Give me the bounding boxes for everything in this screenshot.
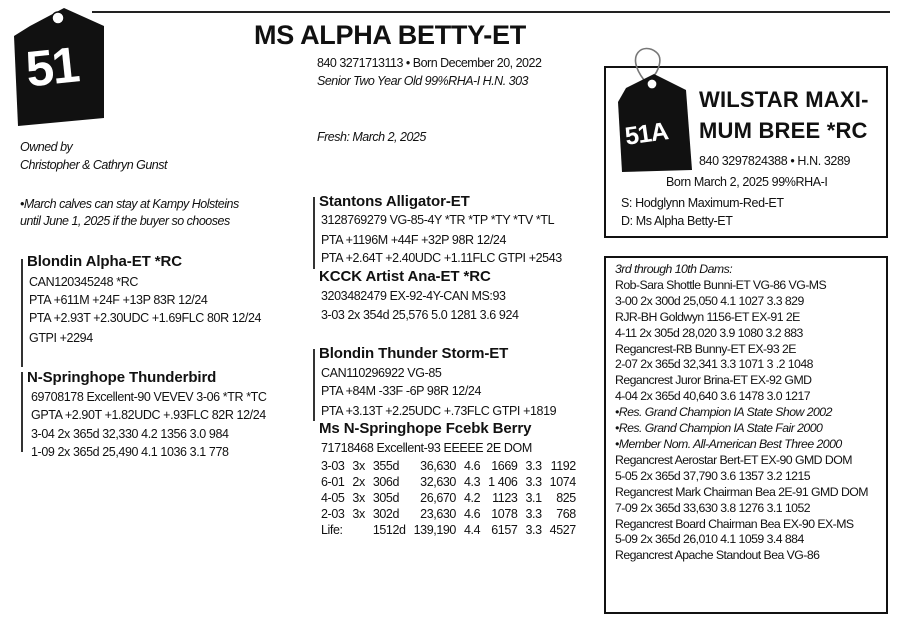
- dam-record-row: [321, 490, 584, 506]
- dam-line: 5-05 2x 365d 37,790 3.6 1357 3.2 1215: [615, 468, 811, 483]
- dam-record-cell: 1078: [491, 507, 518, 521]
- dam-record-cell: 1074: [549, 475, 576, 489]
- calf-born-line: Born March 2, 2025 99%RHA-I: [666, 175, 828, 189]
- dam-record-cell: 1 406: [488, 475, 518, 489]
- calf-tag: [614, 44, 700, 178]
- sd-line: 3203482479 EX-92-4Y-CAN MS:93: [321, 289, 506, 303]
- ss-line: PTA +2.64T +2.40UDC +1.11FLC GTPI +2543: [321, 251, 562, 265]
- dam-record-cell: 1123: [492, 491, 518, 505]
- dam-record-cell: 6157: [491, 523, 518, 537]
- dam-record-cell: 3x: [352, 491, 365, 505]
- dam-honor-line: •Res. Grand Champion IA State Fair 2000: [615, 421, 823, 436]
- dam-record-row: [321, 506, 584, 522]
- dam-line: 3-00 2x 300d 25,050 4.1 1027 3.3 829: [615, 293, 804, 308]
- dam-record-cell: 3.3: [525, 523, 542, 537]
- dam-line: Regancrest-RB Bunny-ET EX-93 2E: [615, 341, 796, 356]
- dam-record-cell: 1192: [550, 459, 576, 473]
- sd-record: 3-03 2x 354d 25,576 5.0 1281 3.6 924: [321, 308, 519, 322]
- dam-line: Regancrest Board Chairman Bea EX-90 EX-MS: [615, 516, 854, 531]
- mgs-line: GPTA +2.90T +1.82UDC +.93FLC 82R 12/24: [31, 408, 266, 422]
- dam-record-cell: 306d: [372, 475, 400, 489]
- mgs-bracket: [21, 372, 23, 452]
- dam-record-cell: 3.1: [525, 491, 542, 505]
- mgs-name: N-Springhope Thunderbird: [27, 369, 217, 386]
- animal-id-born: 840 3271713113 • Born December 20, 2022: [317, 56, 542, 70]
- sire-line: GTPI +2294: [29, 331, 93, 345]
- dam-line: Regancrest Aerostar Bert-ET EX-90 GMD DOM: [615, 452, 852, 467]
- dam-line: 4-11 2x 305d 28,020 3.9 1080 3.2 883: [615, 325, 803, 340]
- mgs-record: 1-09 2x 365d 25,490 4.1 1036 3.1 778: [31, 445, 229, 459]
- dam-record-cell: 3.3: [525, 507, 542, 521]
- dam-line: Regancrest Apache Standout Bea VG-86: [615, 548, 820, 563]
- dam-record-cell: 23,630: [420, 507, 456, 521]
- dam-line: 2-07 2x 365d 32,341 3.3 1071 3 .2 1048: [615, 357, 813, 372]
- dam-record-cell: 2x: [352, 475, 365, 489]
- sire-name: Blondin Alpha-ET *RC: [27, 253, 182, 270]
- dam-record-row: [321, 474, 584, 490]
- dam-record-cell: 3x: [352, 459, 365, 473]
- lot-number: 51: [23, 36, 81, 98]
- ds-bracket: [313, 349, 315, 421]
- sire-line: PTA +2.93T +2.30UDC +1.69FLC 80R 12/24: [29, 311, 262, 325]
- dam-record-cell: 4.6: [463, 459, 481, 473]
- dams-title: 3rd through 10th Dams:: [615, 262, 733, 276]
- sire-line: CAN120345248 *RC: [29, 275, 138, 289]
- dam-record-cell: [352, 522, 372, 538]
- fresh-date: Fresh: March 2, 2025: [317, 130, 426, 144]
- ds-line: CAN110296922 VG-85: [321, 366, 442, 380]
- dam-records-table: [321, 458, 584, 538]
- dam-record-cell: 4.3: [463, 475, 481, 489]
- dam-record-cell: 4527: [549, 523, 576, 537]
- dam-id-line: 71718468 Excellent-93 EEEEE 2E DOM: [321, 441, 532, 455]
- ds-name: Blondin Thunder Storm-ET: [319, 345, 509, 362]
- top-rule: [92, 11, 890, 13]
- owner-names: Christopher & Cathryn Gunst: [20, 158, 167, 172]
- dam-record-cell: 302d: [372, 507, 400, 521]
- animal-class: Senior Two Year Old 99%RHA-I H.N. 303: [317, 74, 528, 88]
- dam-record-cell: 1669: [491, 459, 518, 473]
- animal-name: MS ALPHA BETTY-ET: [254, 20, 526, 50]
- lot-tag: [12, 4, 108, 128]
- calf-name-line-2: MUM BREE *RC: [699, 118, 868, 143]
- dam-line: Regancrest Juror Brina-ET EX-92 GMD: [615, 373, 812, 388]
- dam-record-cell: 3x: [352, 507, 365, 521]
- dam-honor-line: •Res. Grand Champion IA State Show 2002: [615, 405, 832, 420]
- dam-line: 4-04 2x 365d 40,640 3.6 1478 3.0 1217: [615, 389, 811, 404]
- dam-record-cell: 305d: [372, 491, 400, 505]
- dam-record-cell: 6-01: [321, 475, 345, 489]
- dam-record-cell: 32,630: [420, 475, 456, 489]
- dam-record-cell: 36,630: [420, 459, 456, 473]
- dam-line: Rob-Sara Shottle Bunni-ET VG-86 VG-MS: [615, 277, 827, 292]
- dam-record-cell: 26,670: [420, 491, 456, 505]
- dam-line: Regancrest Mark Chairman Bea 2E-91 GMD DOM: [615, 484, 868, 499]
- dam-record-cell: 4-05: [321, 491, 345, 505]
- calf-lot-number: 51A: [623, 117, 670, 151]
- dam-record-cell: 139,190: [413, 523, 456, 537]
- ds-line: PTA +84M -33F -6P 98R 12/24: [321, 384, 482, 398]
- mgs-record: 3-04 2x 365d 32,330 4.2 1356 3.0 984: [31, 427, 229, 441]
- owner-label: Owned by: [20, 140, 73, 154]
- note-line-2: until June 1, 2025 if the buyer so chooses: [20, 214, 230, 228]
- dam-records: [321, 458, 584, 538]
- sire-bracket: [21, 259, 23, 367]
- dam-record-cell: 4.4: [463, 523, 481, 537]
- sd-name: KCCK Artist Ana-ET *RC: [319, 268, 491, 285]
- ss-bracket: [313, 197, 315, 269]
- dam-record-cell: 2-03: [321, 507, 345, 521]
- mgs-line: 69708178 Excellent-90 VEVEV 3-06 *TR *TC: [31, 390, 267, 404]
- dam-record-cell: 1512d: [372, 523, 406, 537]
- dam-record-cell: 4.6: [463, 507, 481, 521]
- tag-icon: [614, 44, 700, 178]
- dam-record-cell: Life:: [321, 523, 343, 537]
- ss-line: 3128769279 VG-85-4Y *TR *TP *TY *TV *TL: [321, 213, 555, 227]
- dam-record-cell: 3-03: [321, 459, 345, 473]
- dam-record-cell: 4.2: [463, 491, 481, 505]
- calf-name-line-1: WILSTAR MAXI-: [699, 87, 869, 112]
- calf-sire: S: Hodglynn Maximum-Red-ET: [621, 196, 784, 210]
- dam-record-row: [321, 522, 584, 538]
- ds-line: PTA +3.13T +2.25UDC +.73FLC GTPI +1819: [321, 404, 557, 418]
- dam-line: 7-09 2x 365d 33,630 3.8 1276 3.1 1052: [615, 500, 811, 515]
- ss-name: Stantons Alligator-ET: [319, 193, 470, 210]
- dam-record-cell: 825: [556, 491, 576, 505]
- dam-line: RJR-BH Goldwyn 1156-ET EX-91 2E: [615, 309, 800, 324]
- calf-dam: D: Ms Alpha Betty-ET: [621, 214, 733, 228]
- dam-record-cell: 355d: [372, 459, 400, 473]
- dams-list: [615, 262, 868, 564]
- dam-record-cell: 3.3: [525, 459, 542, 473]
- dam-line: 5-09 2x 365d 26,010 4.1 1059 3.4 884: [615, 532, 804, 547]
- dam-record-row: [321, 458, 584, 474]
- sire-line: PTA +611M +24F +13P 83R 12/24: [29, 293, 208, 307]
- dam-honor-line: •Member Nom. All-American Best Three 2000: [615, 436, 842, 451]
- calf-id-line: 840 3297824388 • H.N. 3289: [699, 154, 851, 168]
- note-line-1: •March calves can stay at Kampy Holsteins: [20, 197, 239, 211]
- ss-line: PTA +1196M +44F +32P 98R 12/24: [321, 233, 507, 247]
- dam-record-cell: 768: [556, 507, 576, 521]
- dam-name: Ms N-Springhope Fcebk Berry: [319, 420, 532, 437]
- dam-record-cell: 3.3: [525, 475, 542, 489]
